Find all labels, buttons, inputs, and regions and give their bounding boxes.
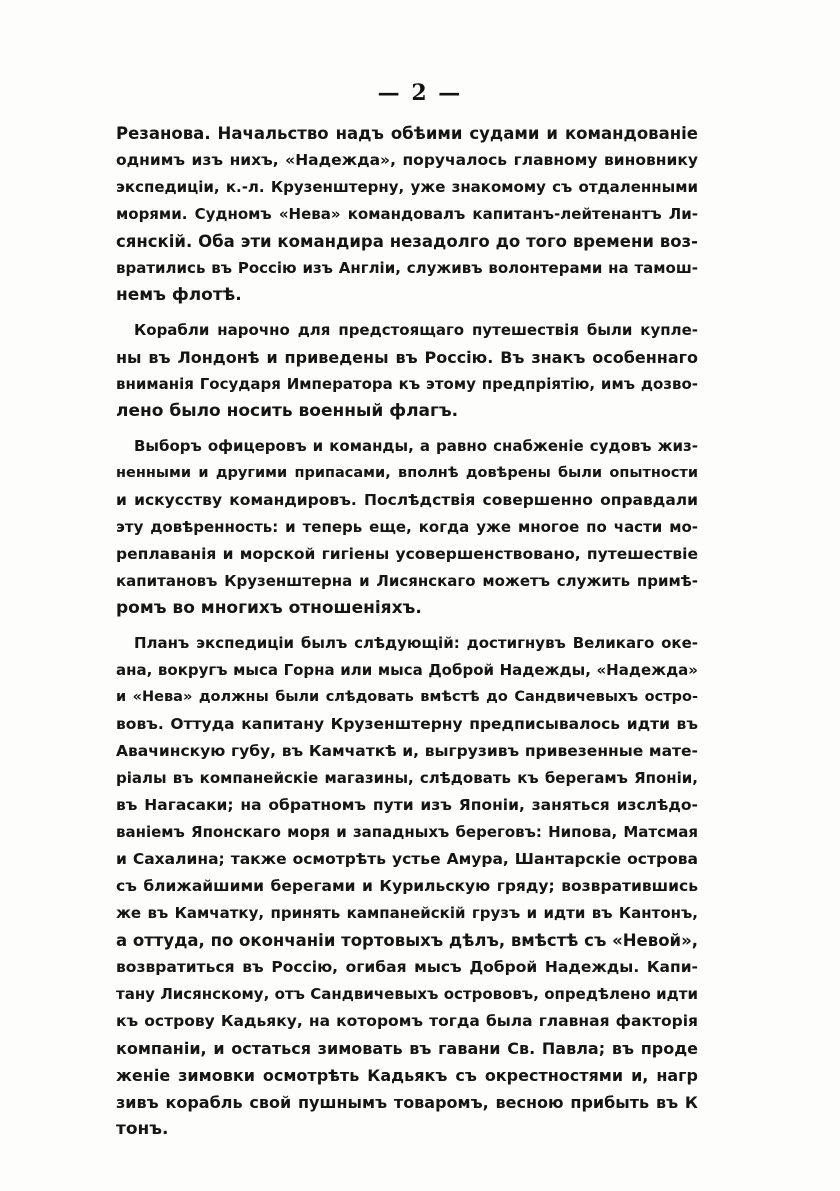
text-line: вовъ. Оттуда капитану Крузенштерну предписывалось идти въ — [116, 715, 698, 733]
text-line: въ Нагасаки; на обратномъ пути изъ Японіи, заняться изслѣдо- — [116, 796, 698, 814]
text-line: Выборъ офицеровъ и команды, а равно снабженіе судовъ жиз- — [134, 437, 698, 455]
text-line: морями. Судномъ «Нева» командовалъ капитанъ-лейтенантъ Ли- — [116, 205, 698, 223]
text-line: ваніемъ Японскаго моря и западныхъ береговъ: Нипова, Матсмая — [116, 823, 698, 841]
body-text — [116, 120, 698, 1151]
text-line: сянскій. Оба эти командира незадолго до того времени воз- — [116, 232, 698, 251]
text-line: а оттуда, по окончаніи тортовыхъ дѣлъ, вмѣстѣ съ «Невой», — [116, 931, 698, 950]
text-line: тану Лисянскому, отъ Сандвичевыхъ острововъ, опредѣлено идти — [116, 985, 698, 1003]
text-line: женіе зимовки осмотрѣть Кадьякъ съ окрестностями и, нагр — [116, 1066, 698, 1085]
text-line: эту довѣренность: и теперь еще, когда уже многое по части мо- — [116, 518, 698, 536]
text-line: Корабли нарочно для предстоящаго путешествія были купле- — [134, 321, 698, 339]
text-line: вниманія Государя Императора къ этому предпріятію, имъ дозво- — [116, 375, 698, 393]
text-line: зивъ корабль свой пушнымъ товаромъ, весною прибыть въ К — [116, 1093, 698, 1112]
text-line: же въ Камчатку, принять кампанейскій грузъ и идти въ Кантонъ, — [116, 904, 698, 922]
text-line: Планъ экспедиціи былъ слѣдующій: достигнувъ Великаго оке- — [134, 634, 698, 652]
text-line: ана, вокругъ мыса Горна или мыса Доброй Надежды, «Надежда» — [116, 661, 698, 679]
paragraph — [116, 120, 698, 309]
paragraph — [116, 433, 698, 622]
text-line: однимъ изъ нихъ, «Надежда», поручалось главному виновнику — [116, 151, 698, 169]
text-line: компаніи, и остаться зимовать въ гавани Св. Павла; въ проде — [116, 1039, 698, 1058]
page-number: — 2 — — [377, 80, 463, 106]
text-line: лено было носить военный флагъ. — [116, 401, 459, 421]
paragraph — [116, 317, 698, 425]
text-line: и искусству командировъ. Послѣдствія совершенно оправдали — [116, 491, 698, 509]
text-line: ромъ во многихъ отношеніяхъ. — [116, 598, 422, 618]
text-line: тонъ. — [116, 1119, 169, 1139]
text-line: ріалы въ компанейскіе магазины, слѣдовать къ берегамъ Японіи, — [116, 769, 698, 787]
text-line: ны въ Лондонѣ и приведены въ Россію. Въ знакъ особеннаго — [116, 348, 698, 367]
text-line: возвратиться въ Россію, огибая мысъ Доброй Надежды. Капи- — [116, 958, 698, 976]
text-line: и Сахалина; также осмотрѣть устье Амура, Шантарскіе острова — [116, 850, 698, 868]
text-line: реплаванія и морской гигіены усовершенствовано, путешествіе — [116, 545, 698, 563]
text-line: вратились въ Россію изъ Англіи, служивъ волонтерами на тамош- — [116, 259, 698, 277]
paragraph — [116, 630, 698, 1143]
text-line: Резанова. Начальство надъ обѣими судами и командованіе — [116, 124, 698, 143]
text-line: немъ флотѣ. — [116, 285, 242, 305]
text-line: экспедиціи, к.-л. Крузенштерну, уже знакомому съ отдаленными — [116, 178, 698, 196]
text-line: Авачинскую губу, въ Камчаткѣ и, выгрузивъ привезенные мате- — [116, 742, 698, 760]
text-line: и «Нева» должны были слѣдовать вмѣстѣ до Сандвичевыхъ остро- — [116, 689, 698, 705]
text-line: ненными и другими припасами, вполнѣ довѣрены были опытности — [116, 465, 698, 481]
text-line: капитановъ Крузенштерна и Лисянскаго можетъ служить примѣ- — [116, 572, 698, 590]
text-line: съ ближайшими берегами и Курильскую гряду; возвратившись — [116, 877, 698, 895]
text-line: къ острову Кадьяку, на которомъ тогда была главная факторія — [116, 1012, 698, 1030]
